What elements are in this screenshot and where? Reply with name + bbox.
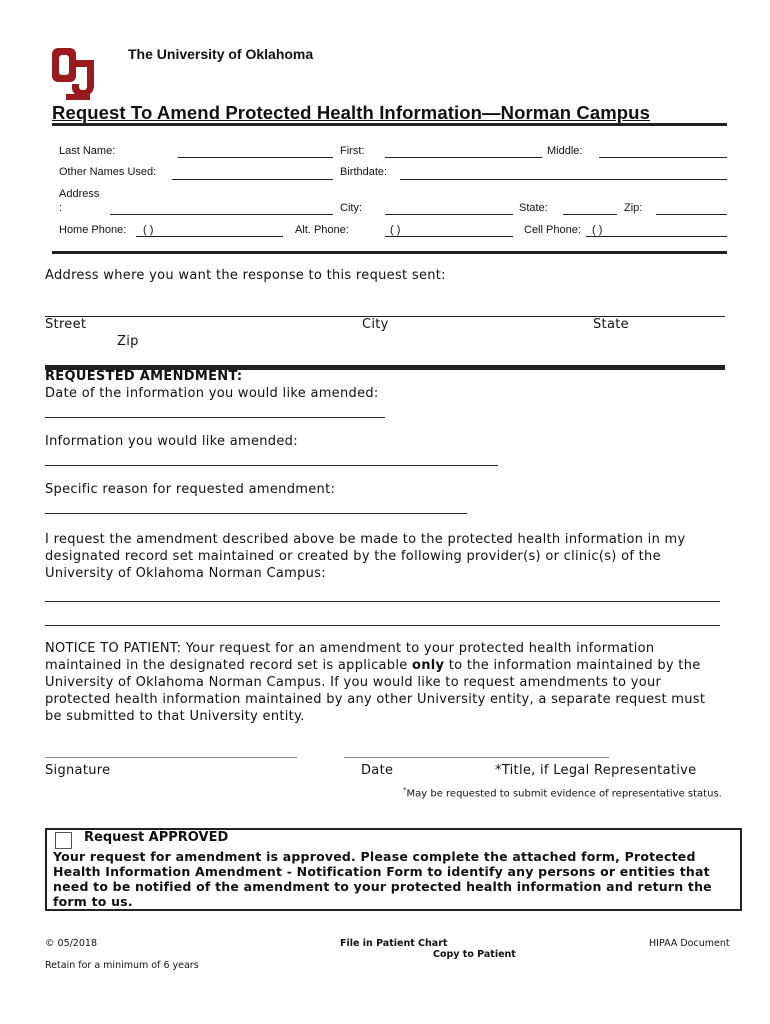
middle-name-label: Middle: (547, 145, 583, 157)
footer-copy: Copy to Patient (433, 949, 516, 960)
city-response-label: City (362, 317, 389, 332)
state-response-label: State (593, 317, 629, 332)
notice-line3: University of Oklahoma Norman Campus. If you would like to request amendments to your (45, 675, 662, 690)
request-statement-line1: I request the amendment described above be made to the protected health information in my (45, 532, 686, 547)
reason-field[interactable] (45, 513, 467, 514)
alt-phone-paren: ( ) (390, 224, 401, 236)
signature-field[interactable] (45, 757, 297, 758)
footer-retain: Retain for a minimum of 6 years (45, 960, 199, 971)
address-label: Address (59, 188, 100, 200)
address-colon: : (59, 202, 63, 214)
street-label: Street (45, 317, 87, 332)
zip-response-label: Zip (117, 334, 139, 349)
first-name-field[interactable] (385, 157, 542, 158)
home-phone-label: Home Phone: (59, 224, 127, 236)
date-info-label: Date of the information you would like amended: (45, 386, 379, 401)
birthdate-label: Birthdate: (340, 166, 388, 178)
notice-only-emphasis: only (411, 658, 445, 673)
birthdate-field[interactable] (400, 179, 727, 180)
notice-line2-part3: to the information maintained by the (444, 658, 701, 673)
date-info-field[interactable] (45, 417, 385, 418)
approved-line3: need to be notified of the amendment to your protected health information and return the (53, 879, 712, 894)
approved-line4: form to us. (53, 894, 133, 909)
home-phone-field[interactable] (136, 236, 283, 237)
university-name: The University of Oklahoma (128, 46, 314, 62)
representative-note (403, 786, 722, 799)
approved-line2: Health Information Amendment - Notification Form to identify any persons or entities that (53, 864, 710, 879)
cell-phone-field[interactable] (586, 236, 727, 237)
signature-date-label: Date (361, 763, 394, 778)
last-name-label: Last Name: (59, 145, 116, 157)
alt-phone-label: Alt. Phone: (295, 224, 349, 236)
cell-phone-paren: ( ) (592, 224, 603, 236)
cell-phone-label: Cell Phone: (524, 224, 581, 236)
city-field[interactable] (385, 214, 513, 215)
signature-label: Signature (45, 763, 111, 778)
notice-line1: NOTICE TO PATIENT: Your request for an amendment to your protected health information (45, 641, 655, 656)
zip-field[interactable] (656, 214, 727, 215)
city-label: City: (340, 202, 362, 214)
footer-copyright: © 05/2018 (45, 938, 97, 949)
zip-label: Zip: (624, 202, 643, 214)
page-title: Request To Amend Protected Health Information—Norman Campus (52, 102, 650, 123)
ou-logo (52, 44, 96, 102)
date-field[interactable] (344, 757, 609, 758)
title-rule (52, 123, 727, 126)
response-address-prompt: Address where you want the response to this request sent: (45, 268, 446, 283)
approved-title: Request APPROVED (84, 830, 229, 845)
other-names-field[interactable] (172, 179, 333, 180)
notice-line2-part1: maintained in the designated record set is applicable (45, 658, 412, 673)
title-representative-label: *Title, if Legal Representative (495, 763, 697, 778)
middle-name-field[interactable] (599, 157, 727, 158)
form-rule (52, 251, 727, 254)
request-statement-line2: designated record set maintained or created by the following provider(s) or clinic(s) of the (45, 549, 661, 564)
first-name-label: First: (340, 145, 365, 157)
notice-line4: protected health information maintained by any other University entity, a separate request must (45, 692, 706, 707)
notice-line2 (45, 657, 701, 674)
info-amended-label: Information you would like amended: (45, 434, 298, 449)
address-field[interactable] (110, 214, 333, 215)
info-amended-field[interactable] (45, 465, 498, 466)
reason-label: Specific reason for requested amendment: (45, 482, 336, 497)
notice-line5: be submitted to that University entity. (45, 709, 305, 724)
home-phone-paren: ( ) (143, 224, 154, 236)
footer-file: File in Patient Chart (340, 938, 448, 949)
state-label: State: (519, 202, 548, 214)
approved-box (45, 828, 742, 911)
requested-amendment-heading: REQUESTED AMENDMENT: (45, 369, 243, 384)
request-statement-line3: University of Oklahoma Norman Campus: (45, 566, 326, 581)
note-text: May be requested to submit evidence of representative status. (406, 788, 722, 800)
other-names-label: Other Names Used: (59, 166, 157, 178)
provider-field-2[interactable] (45, 625, 720, 626)
state-field[interactable] (563, 214, 617, 215)
approved-checkbox[interactable] (55, 832, 72, 849)
approved-line1: Your request for amendment is approved. Please complete the attached form, Protected (53, 849, 696, 864)
alt-phone-field[interactable] (385, 236, 513, 237)
last-name-field[interactable] (178, 157, 333, 158)
provider-field-1[interactable] (45, 601, 720, 602)
footer-hipaa: HIPAA Document (649, 938, 730, 949)
note-asterisk: * (403, 786, 407, 794)
